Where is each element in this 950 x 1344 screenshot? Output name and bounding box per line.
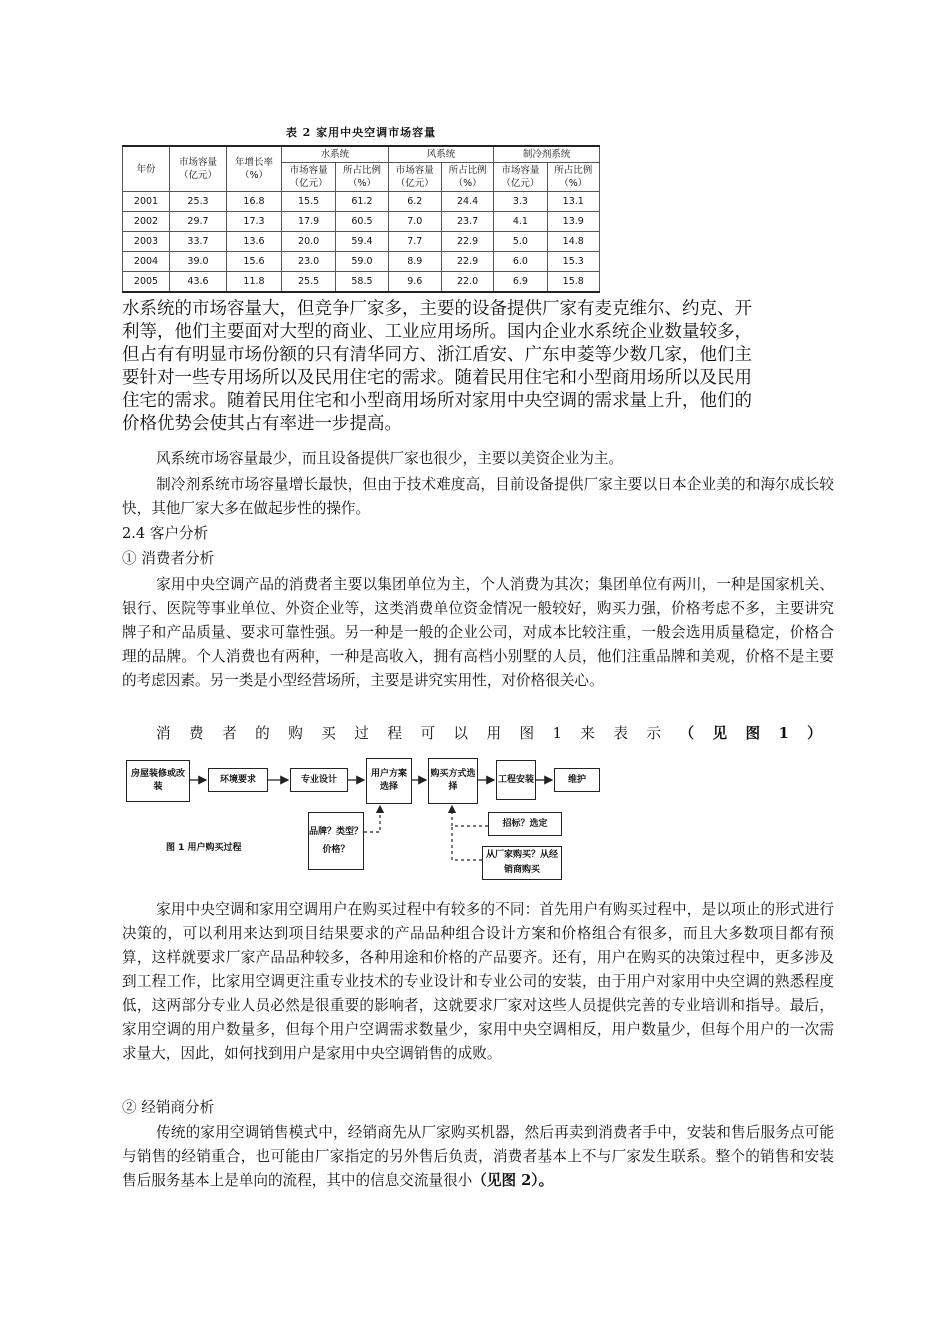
- header-refrig-capacity: 市场容量（亿元）: [494, 163, 547, 192]
- table-cell: 17.3: [227, 212, 282, 232]
- table-cell: 13.6: [227, 232, 282, 252]
- node-brand-type-price: 品牌？类型？价格？: [308, 812, 364, 870]
- spread-char: 图: [745, 725, 761, 742]
- table-cell: 23.7: [441, 212, 493, 232]
- table-cell: 33.7: [170, 232, 227, 252]
- spread-char: ）: [807, 725, 822, 742]
- table-row: [123, 192, 600, 212]
- table-cell: 24.4: [441, 192, 493, 212]
- spread-char: 过: [354, 725, 369, 742]
- node-renovation: 房屋装修或改装: [126, 760, 190, 802]
- spread-char: 的: [255, 725, 270, 742]
- diagram-caption: 图 1 用户购买过程: [166, 843, 242, 853]
- water-system-text-line: 水系统的市场容量大，但竞争厂家多，主要的设备提供厂家有麦克维尔、约克、开: [122, 299, 752, 319]
- table-cell: 5.0: [494, 232, 547, 252]
- header-year: 年份: [123, 146, 170, 192]
- dashed-arrow: [364, 806, 380, 832]
- heading-consumer-analysis: ① 消费者分析: [122, 550, 215, 567]
- table-cell: 29.7: [170, 212, 227, 232]
- table-cell: 25.3: [170, 192, 227, 212]
- node-user-choice: 用户方案选择: [366, 758, 412, 804]
- table-cell: 22.9: [441, 232, 493, 252]
- spread-char: 用: [486, 725, 502, 742]
- water-system-text-line: 利等，他们主要面对大型的商业、工业应用场所。国内企业水系统企业数量较多，: [122, 322, 752, 342]
- spread-char: 1: [778, 725, 789, 742]
- table-cell: 2004: [123, 252, 170, 272]
- header-capacity: 市场容量（亿元）: [170, 146, 227, 192]
- table-cell: 8.9: [388, 252, 441, 272]
- table-cell: 58.5: [336, 272, 388, 293]
- table-cell: 6.2: [388, 192, 441, 212]
- table-cell: 39.0: [170, 252, 227, 272]
- table-cell: 2003: [123, 232, 170, 252]
- table-cell: 16.8: [227, 192, 282, 212]
- spread-char: 来: [580, 725, 595, 742]
- header-water: 水系统: [282, 146, 389, 163]
- paragraph-consumer: 家用中央空调产品的消费者主要以集团单位为主，个人消费为其次；集团单位有两川，一种是国家机关、银行、医院等事业单位、外资企业等，这类消费单位资金情况一般较好，购买力强，价格考虑不多，主要讲究牌子和产品质量、要求可靠性强。另一种是一般的企业公司，对成本比较注重，一般会选用质量稳定，价格合理的品牌。个人消费也有两种，一种是高收入，拥有高档小别墅的人员，他们注重品牌和美观，价格不是主要的考虑因素。另一类是小型经营场所，主要是讲究实用性，对价格很关心。: [122, 576, 834, 689]
- table-cell: 14.8: [547, 232, 600, 252]
- node-design: 专业设计: [290, 768, 348, 792]
- dashed-arrow: [452, 806, 488, 826]
- table-cell: 61.2: [336, 192, 388, 212]
- table-cell: 2005: [123, 272, 170, 293]
- table-row: [123, 232, 600, 252]
- figure-reference: （见图 2）。: [472, 1172, 554, 1189]
- table-cell: 22.9: [441, 252, 493, 272]
- table-row: [123, 252, 600, 272]
- node-tender: 招标？选定: [488, 812, 562, 836]
- table-cell: 15.5: [282, 192, 336, 212]
- header-refrig-share: 所占比例（%）: [547, 163, 600, 192]
- heading-dealer-analysis: ② 经销商分析: [122, 1099, 215, 1116]
- table-cell: 22.0: [441, 272, 493, 293]
- table-cell: 43.6: [170, 272, 227, 293]
- spread-char: 示: [646, 725, 661, 742]
- node-installation: 工程安装: [496, 760, 536, 800]
- header-refrig: 制冷剂系统: [494, 146, 600, 163]
- table-cell: 20.0: [282, 232, 336, 252]
- spread-char: 购: [288, 725, 303, 742]
- water-system-text-line: 但占有有明显市场份额的只有清华同方、浙江盾安、广东申菱等少数几家，他们主: [122, 345, 752, 365]
- table-cell: 13.1: [547, 192, 600, 212]
- table-cell: 59.4: [336, 232, 388, 252]
- table-caption: 表 2 家用中央空调市场容量: [285, 126, 437, 139]
- spread-char: （: [679, 725, 695, 742]
- spread-char: 可: [420, 725, 435, 742]
- header-growth: 年增长率（%）: [227, 146, 282, 192]
- paragraph-purchase-difference: 家用中央空调和家用空调用户在购买过程中有较多的不同：首先用户有购买过程中，是以项止的形式进行决策的，可以利用来达到项目结果要求的产品品种组合设计方案和价格组合有很多，而且大多数项目都有预算，这样就要求厂家产品品种较多，各种用途和价格的产品要齐。还有，用户在购买的决策过程中，更多涉及到工程工作，比家用空调更注重专业技术的专业设计和专业公司的安装，由于用户对家用中央空调的熟悉程度低，这两部分专业人员必然是很重要的影响者，这就要求厂家对这些人员提供完善的专业培训和指导。最后，家用空调的用户数量多，但每个用户空调需求数量少，家用中央空调相反，用户数量少，但每个用户的一次需求量大，因此，如何找到用户是家用中央空调销售的成败。: [122, 901, 834, 1062]
- table-cell: 60.5: [336, 212, 388, 232]
- table-row: [123, 212, 600, 232]
- table-cell: 3.3: [494, 192, 547, 212]
- purchase-process-diagram: [122, 756, 622, 886]
- dashed-line: [452, 826, 482, 860]
- table-cell: 6.9: [494, 272, 547, 293]
- paragraph-refrigerant-system: 制冷剂系统市场容量增长最快，但由于技术难度高，目前设备提供厂家主要以日本企业美的和海尔成长较快，其他厂家大多在做起步性的操作。: [122, 476, 834, 517]
- table-cell: 25.5: [282, 272, 336, 293]
- table-cell: 13.9: [547, 212, 600, 232]
- node-purchase-method: 购买方式选择: [428, 758, 478, 804]
- table-cell: 2002: [123, 212, 170, 232]
- spread-char: 见: [712, 725, 728, 742]
- spread-char: 费: [189, 725, 204, 742]
- header-water-share: 所占比例（%）: [336, 163, 388, 192]
- heading-customer-analysis: 2.4 客户分析: [122, 525, 209, 542]
- table-cell: 15.6: [227, 252, 282, 272]
- spread-char: 消: [156, 725, 171, 742]
- node-buy-source: 从厂家购买？从经销商购买: [482, 846, 562, 880]
- water-system-text-line: 住宅的需求。随着民用住宅和小型商用场所对家用中央空调的需求量上升，他们的: [122, 391, 752, 411]
- spread-char: 程: [387, 725, 402, 742]
- table-cell: 23.0: [282, 252, 336, 272]
- water-system-text-line: 要针对一些专用场所以及民用住宅的需求。随着民用住宅和小型商用场所以及民用: [122, 368, 752, 388]
- table-row: [123, 272, 600, 293]
- spread-char: 图: [519, 725, 535, 742]
- table-cell: 17.9: [282, 212, 336, 232]
- water-system-text-line: 价格优势会使其占有率进一步提高。: [122, 414, 402, 434]
- spread-char: 1: [552, 725, 562, 742]
- table-cell: 4.1: [494, 212, 547, 232]
- table-cell: 9.6: [388, 272, 441, 293]
- paragraph-dealer: 传统的家用空调销售模式中，经销商先从厂家购买机器，然后再卖到消费者手中，安装和售后服务点可能与销售的经销重合，也可能由厂家指定的另外售后负责，消费者基本上不与厂家发生联系。整个的销售和安装售后服务基本上是单向的流程，其中的信息交流量很小（见图 2）。: [122, 1124, 834, 1189]
- table-cell: 2001: [123, 192, 170, 212]
- header-wind: 风系统: [388, 146, 494, 163]
- spread-char: 表: [613, 725, 628, 742]
- table-cell: 11.8: [227, 272, 282, 293]
- header-wind-share: 所占比例（%）: [441, 163, 493, 192]
- node-environment: 环境要求: [208, 768, 268, 792]
- header-wind-capacity: 市场容量（亿元）: [388, 163, 441, 192]
- header-water-capacity: 市场容量（亿元）: [282, 163, 336, 192]
- table-cell: 15.8: [547, 272, 600, 293]
- table-cell: 7.0: [388, 212, 441, 232]
- table-cell: 15.3: [547, 252, 600, 272]
- spread-char: 者: [222, 725, 237, 742]
- table-cell: 6.0: [494, 252, 547, 272]
- paragraph-wind-system: 风系统市场容量最少，而且设备提供厂家也很少，主要以美资企业为主。: [156, 450, 624, 467]
- table-cell: 59.0: [336, 252, 388, 272]
- market-capacity-table: [122, 145, 600, 293]
- purchase-process-line: [156, 722, 822, 746]
- spread-char: 以: [453, 725, 469, 742]
- table-cell: 7.7: [388, 232, 441, 252]
- spread-char: 买: [321, 725, 336, 742]
- node-maintenance: 维护: [554, 768, 600, 792]
